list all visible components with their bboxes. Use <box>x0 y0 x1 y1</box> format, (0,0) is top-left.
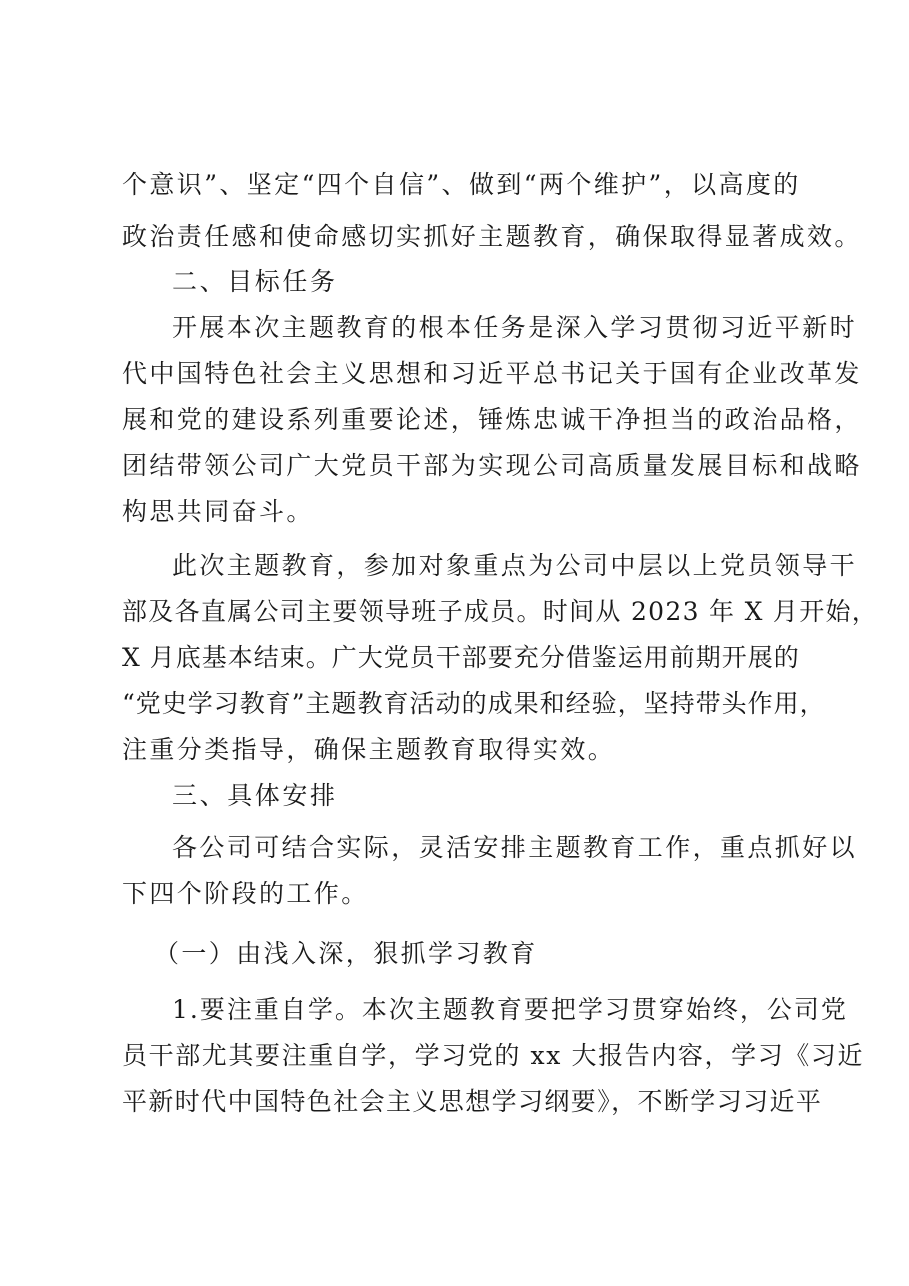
body-text-line: 各公司可结合实际，灵活安排主题教育工作，重点抓好以 <box>172 833 858 862</box>
body-text-line: 此次主题教育，参加对象重点为公司中层以上党员领导干 <box>172 551 858 580</box>
subsection-heading: （一）由浅入深，狠抓学习教育 <box>154 939 538 968</box>
body-text-line: 平新时代中国特色社会主义思想学习纲要》，不断学习习近平 <box>122 1087 823 1116</box>
body-text-line: 个意识”、坚定“四个自信”、做到“两个维护”，以高度的 <box>122 170 801 199</box>
body-text-line: 开展本次主题教育的根本任务是深入学习贯彻习近平新时 <box>172 313 858 342</box>
body-text-line: 员干部尤其要注重自学，学习党的 xx 大报告内容，学习《习近 <box>122 1041 865 1070</box>
body-text-line: 团结带领公司广大党员干部为实现公司高质量发展目标和战略 <box>122 451 862 480</box>
body-text-line: X 月底基本结束。广大党员干部要充分借鉴运用前期开展的 <box>122 643 800 672</box>
body-text-line: 注重分类指导，确保主题教育取得实效。 <box>122 735 616 764</box>
body-text-line: “党史学习教育”主题教育活动的成果和经验，坚持带头作用， <box>122 689 826 718</box>
body-text-line: 构思共同奋斗。 <box>122 497 314 526</box>
section-heading: 二、目标任务 <box>172 267 338 296</box>
body-text-line: 1.要注重自学。本次主题教育要把学习贯穿始终，公司党 <box>172 995 848 1024</box>
body-text-line: 代中国特色社会主义思想和习近平总书记关于国有企业改革发 <box>122 359 862 388</box>
section-heading: 三、具体安排 <box>172 781 338 810</box>
body-text-line: 下四个阶段的工作。 <box>122 879 369 908</box>
body-text-line: 部及各直属公司主要领导班子成员。时间从 2023 年 X 月开始， <box>122 597 879 626</box>
body-text-line: 展和党的建设系列重要论述，锤炼忠诚干净担当的政治品格， <box>122 405 862 434</box>
body-text-line: 政治责任感和使命感切实抓好主题教育，确保取得显著成效。 <box>122 222 862 251</box>
